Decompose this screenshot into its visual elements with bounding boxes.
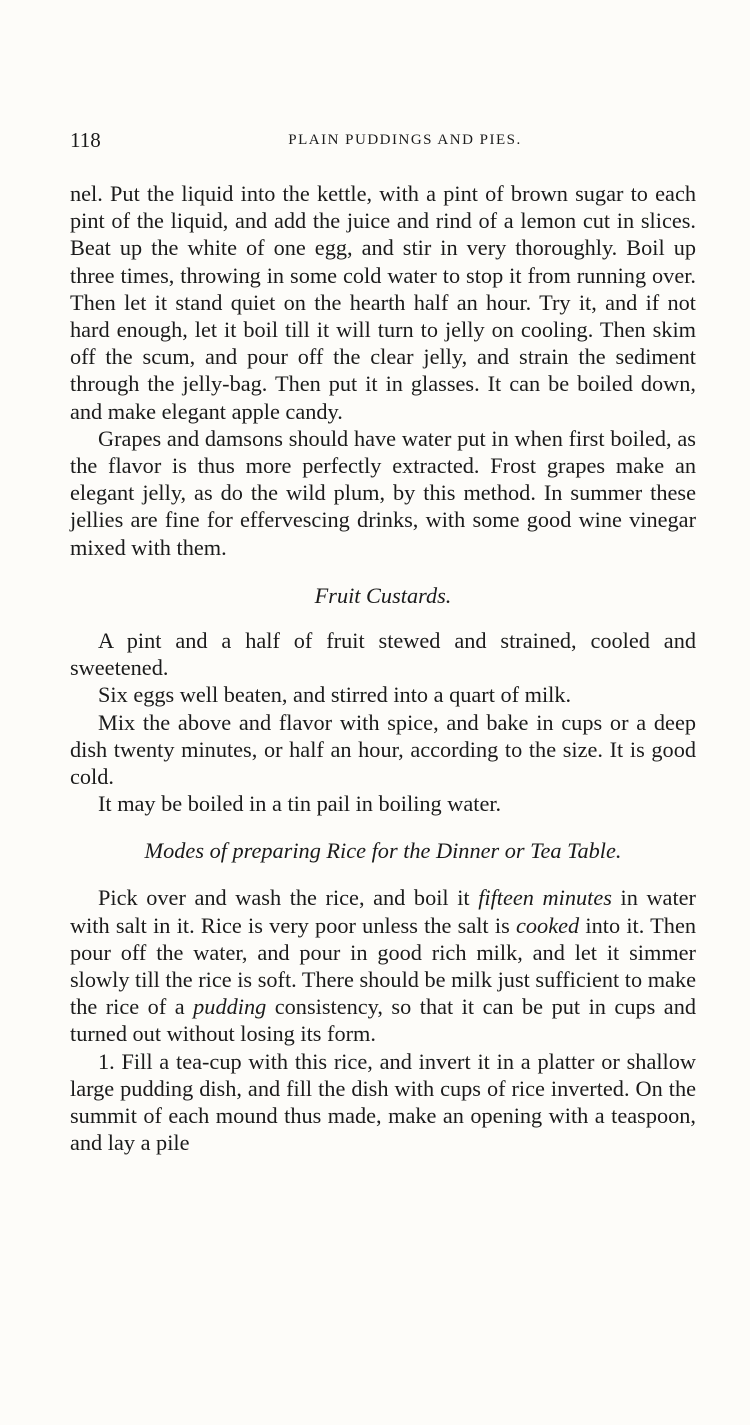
- emphasis-fifteen-minutes: fifteen minutes: [478, 885, 612, 911]
- paragraph-custard-boil: It may be boiled in a tin pail in boiling water.: [98, 791, 502, 817]
- heading-rice: Modes of preparing Rice for the Dinner or Tea Table.: [144, 838, 622, 864]
- paragraph-jelly-continued: nel. Put the liquid into the kettle, with a pint of brown sugar to each pint of the liquid, and add the juice and rind of a lemon cut in slices. Beat up the white of one egg, and stir in very thoroughly. Boil up three times, throwing in some cold water to stop it from running over. Then let it stand quiet on the hearth half an hour. Try it, and if not hard enough, let it boil till it will turn to jelly on cooling. Then skim off the scum, and pour off the clear jelly, and strain the sediment through the jelly-bag. Then put it in glasses. It can be boiled down, and make elegant apple candy.: [70, 181, 696, 424]
- page-number: 118: [70, 128, 101, 152]
- paragraph-grapes: Grapes and damsons should have water put in when first boiled, as the flavor is thus more perfectly extracted. Frost grapes make an elegant jelly, as do the wild plum, by this method. In summer these jellies are fine for effervescing drinks, with some good wine vinegar mixed with them.: [70, 425, 696, 560]
- paragraph-custard-fruit: A pint and a half of fruit stewed and strained, cooled and sweetened.: [70, 628, 696, 681]
- text-run: into it. Then pour off the water, and pour in good rich milk, and let it simmer slowly till the rice is soft. There should be milk just sufficient to make the rice of a: [70, 912, 696, 1020]
- text-run: in water with salt in it. Rice is very poor unless the salt is: [70, 885, 696, 938]
- emphasis-pudding: pudding: [193, 994, 267, 1020]
- paragraph-rice-step-1: 1. Fill a tea-cup with this rice, and invert it in a platter or shallow large pudding dish, and fill the dish with cups of rice inverted. On the summit of each mound thus made, make an opening with a teaspoon, and lay a pile: [70, 1048, 696, 1156]
- running-head: PLAIN PUDDINGS AND PIES.: [288, 132, 522, 148]
- text-run: Pick over and wash the rice, and boil it: [98, 885, 479, 911]
- paragraph-custard-eggs: Six eggs well beaten, and stirred into a quart of milk.: [98, 682, 572, 708]
- paragraph-custard-bake: Mix the above and flavor with spice, and bake in cups or a deep dish twenty minutes, or half an hour, according to the size. It is good cold.: [70, 709, 696, 790]
- emphasis-cooked: cooked: [516, 912, 580, 938]
- page-header: [70, 128, 700, 158]
- heading-fruit-custards: Fruit Custards.: [314, 582, 452, 608]
- page-body: [70, 180, 696, 1157]
- paragraph-rice-boil: [70, 884, 696, 1047]
- text-run: consistency, so that it can be put in cups and turned out without losing its form.: [70, 994, 696, 1047]
